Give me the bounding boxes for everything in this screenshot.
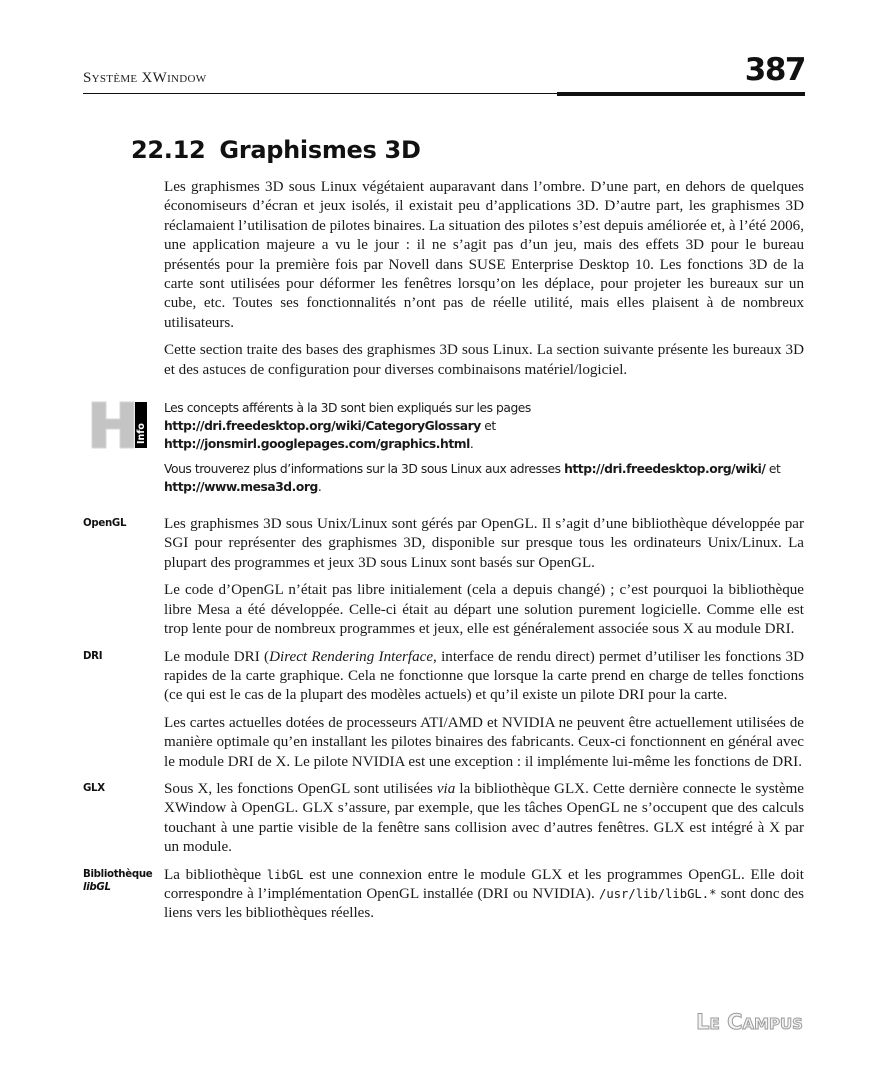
margin-label-glx: GLX — [83, 782, 105, 794]
page-header — [83, 52, 805, 96]
glx-paragraph-1: Sous X, les fonctions OpenGL sont utilisées via la bibliothèque GLX. Cette dernière connecte le système XWindow à OpenGL. GLX s’assure, par exemple, que les tâches OpenGL ne s’occupent que des calculs touchant à une partie visible de la fenêtre sans collision avec d’autres fenêtres. GLX est intégré à X par un module. — [164, 780, 804, 856]
link-jonsmirl-graphics[interactable]: http://jonsmirl.googlepages.com/graphics.html — [164, 437, 470, 452]
margin-label-libgl-sub: libGL — [83, 881, 111, 893]
margin-label-dri: DRI — [83, 650, 103, 662]
intro-paragraph-1: Les graphismes 3D sous Linux végétaient auparavant dans l’ombre. D’une part, en dehors de quelques économiseurs d’écran et jeux isolés, il existait peu d’applications 3D. D’autre part, les graphismes 3D réclamaient l’utilisation de pilotes binaires. La situation des pilotes s’est depuis améliorée et, à l’été 2006, une application majeure a vu le jour : il ne s’agit pas d’un jeu, mais des effets 3D pour le bureau présentés pour la première fois par Novell dans SUSE Enterprise Desktop 10. Les fonctions 3D de la carte sont utilisées pour déformer les fenêtres lorsqu’on les déplace, pour projeter les bureaux sur un cube, etc. Toutes ses fonctionnalités n’ont pas de réelle utilité, mais elles plaisent à de nombreux utilisateurs. — [164, 179, 804, 331]
main-content — [83, 178, 804, 932]
header-rule-thick — [557, 92, 805, 96]
code-libgl: libGL — [266, 867, 304, 882]
section-title: Graphismes 3D — [219, 136, 421, 164]
info-line-1: Les concepts afférents à la 3D sont bien expliqués sur les pages http://dri.freedesktop.org/wiki/CategoryGlossary et http://jonsmirl.googlepages.com/graphics.html. — [164, 401, 531, 452]
info-icon-label: Info — [136, 423, 147, 445]
link-dri-glossary[interactable]: http://dri.freedesktop.org/wiki/CategoryGlossary — [164, 419, 481, 434]
info-line-2: Vous trouverez plus d’informations sur la 3D sous Linux aux adresses http://dri.freedesktop.org/wiki/ et http://www.mesa3d.org. — [164, 462, 781, 495]
margin-label-libgl: Bibliothèque libGL — [83, 868, 158, 894]
page-number: 387 — [744, 52, 805, 88]
opengl-paragraph-2: Le code d’OpenGL n’était pas libre initialement (cela a depuis changé) ; c’est pourquoi la bibliothèque libre Mesa a été développée. Celle-ci était au départ une solution purement logicielle. Comme elle est trop lente pour de nombreux programmes et jeux, elle est généralement associée sous X au module DRI. — [164, 582, 804, 638]
running-title: Système XWindow — [83, 70, 207, 86]
publisher-logo: Le Campus — [696, 1010, 803, 1034]
link-dri-wiki[interactable]: http://dri.freedesktop.org/wiki/ — [564, 462, 766, 477]
margin-label-opengl: OpenGL — [83, 518, 127, 530]
info-icon — [84, 399, 148, 451]
intro-paragraph-2: Cette section traite des bases des graphismes 3D sous Linux. La section suivante présente les bureaux 3D et des astuces de configuration pour diverses combinaisons matériel/logiciel. — [164, 342, 804, 378]
opengl-paragraph-1: Les graphismes 3D sous Unix/Linux sont gérés par OpenGL. Il s’agit d’une bibliothèque développée par SGI pour représenter des graphismes 3D, disponible sur presque tous les ordinateurs Unix/Linux. La plupart des programmes et jeux 3D sous Linux sont basés sur OpenGL. — [164, 516, 804, 571]
link-mesa3d[interactable]: http://www.mesa3d.org — [164, 480, 318, 495]
section-heading — [131, 136, 421, 164]
dri-paragraph-2: Les cartes actuelles dotées de processeurs ATI/AMD et NVIDIA ne peuvent être actuellement utilisées de manière optimale qu’en installant les pilotes binaires des fabricants. Ceux-ci fonctionnent en général avec le module DRI de X. Le pilote NVIDIA est une exception : il implémente lui-même les fonctions de DRI. — [164, 714, 804, 770]
section-number: 22.12 — [131, 136, 206, 164]
entry-glx — [83, 780, 804, 858]
libgl-paragraph-1: La bibliothèque libGL est une connexion entre le module GLX et les programmes OpenGL. Elle doit correspondre à l’implémentation OpenGL installée (DRI ou NVIDIA). /usr/lib/libGL.* sont donc des liens vers les bibliothèques réelles. — [164, 866, 804, 922]
entry-libgl — [83, 866, 804, 924]
entry-opengl — [83, 515, 804, 639]
info-box — [136, 399, 804, 496]
glx-via: via — [436, 780, 456, 797]
code-libgl-path: /usr/lib/libGL.* — [599, 886, 717, 901]
dri-expansion: Direct Rendering Interface — [269, 648, 434, 665]
entry-dri — [83, 648, 804, 772]
dri-paragraph-1: Le module DRI (Direct Rendering Interface, interface de rendu direct) permet d’utiliser les fonctions 3D rapides de la carte graphique. Cela ne fonctionne que lorsque la carte prend en charge de telles fonctions (ce qui est le cas de la plupart des modèles actuels) et qu’il existe un pilote DRI pour la carte. — [164, 648, 804, 704]
